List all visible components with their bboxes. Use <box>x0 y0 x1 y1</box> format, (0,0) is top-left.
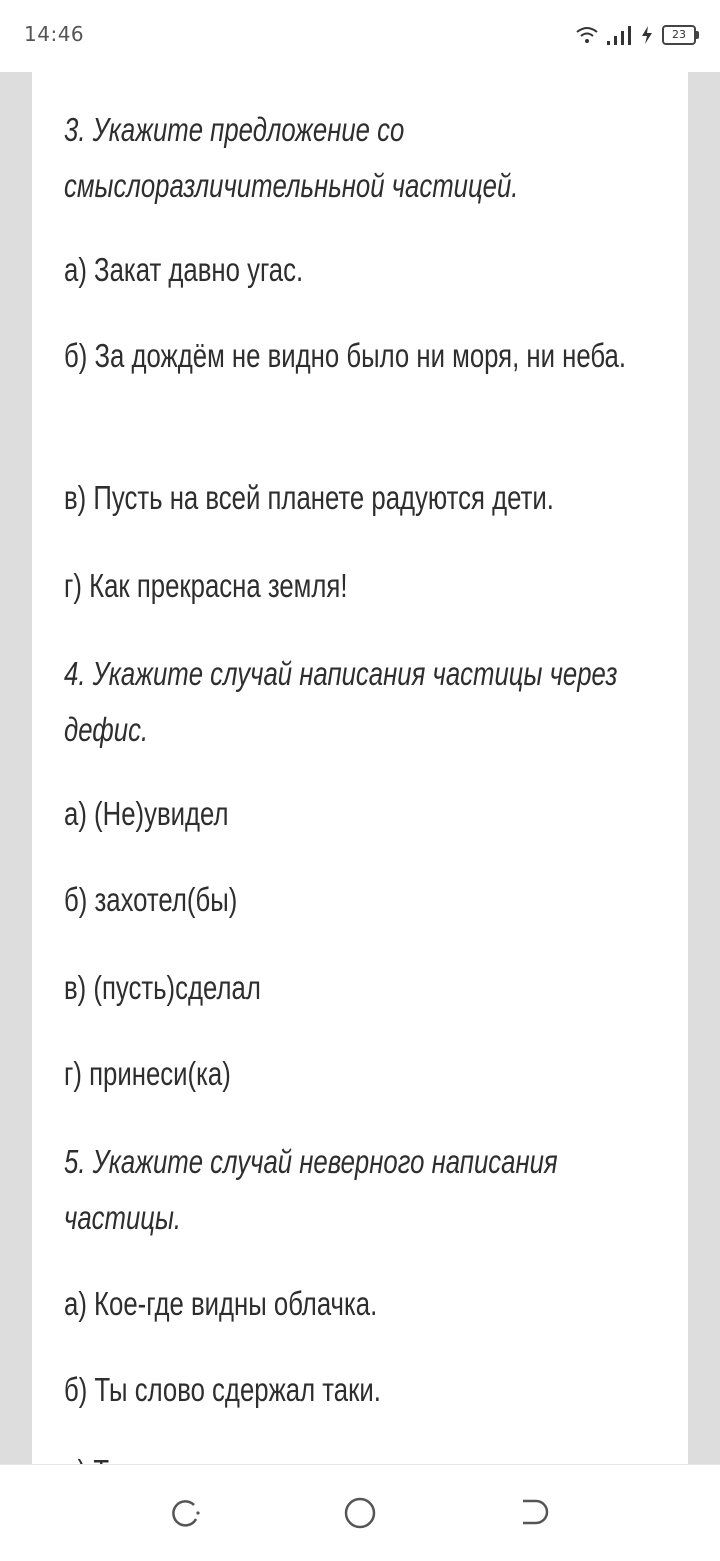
q3-option-g: г) Как прекрасна земля! <box>64 567 348 604</box>
q5-option-a: а) Кое-где видны облачка. <box>64 1285 378 1322</box>
back-button[interactable] <box>514 1493 554 1533</box>
wifi-icon <box>576 26 598 44</box>
q3-option-a: а) Закат давно угас. <box>64 251 304 288</box>
signal-icon <box>606 25 632 45</box>
question-5-title: 5. Укажите случай неверного написания частицы. <box>64 1143 558 1236</box>
question-3-title: 3. Укажите предложение со смыслоразличительньной частицей. <box>64 111 519 204</box>
home-button[interactable] <box>340 1493 380 1533</box>
q4-option-a: а) (Не)увидел <box>64 795 229 832</box>
q3-option-v: в) Пусть на всей планете радуются дети. <box>64 479 554 516</box>
status-icons <box>576 20 696 50</box>
recents-button[interactable] <box>166 1493 206 1533</box>
article-page <box>32 72 688 1464</box>
q4-option-b: б) захотел(бы) <box>64 881 238 918</box>
q4-option-g: г) принеси(ка) <box>64 1055 231 1092</box>
q3-option-b: б) За дождём не видно было ни моря, ни неба. <box>64 337 627 374</box>
status-time: 14:46 <box>24 22 85 46</box>
q5-option-b: б) Ты слово сдержал таки. <box>64 1371 381 1408</box>
scroll-viewport[interactable] <box>0 72 720 1464</box>
status-bar <box>0 0 720 72</box>
battery-icon: 23 <box>662 25 696 45</box>
q4-option-v: в) (пусть)сделал <box>64 969 261 1006</box>
charging-icon <box>640 25 654 45</box>
question-4-title: 4. Укажите случай написания частицы через дефис. <box>64 655 618 748</box>
navigation-bar <box>0 1464 720 1561</box>
